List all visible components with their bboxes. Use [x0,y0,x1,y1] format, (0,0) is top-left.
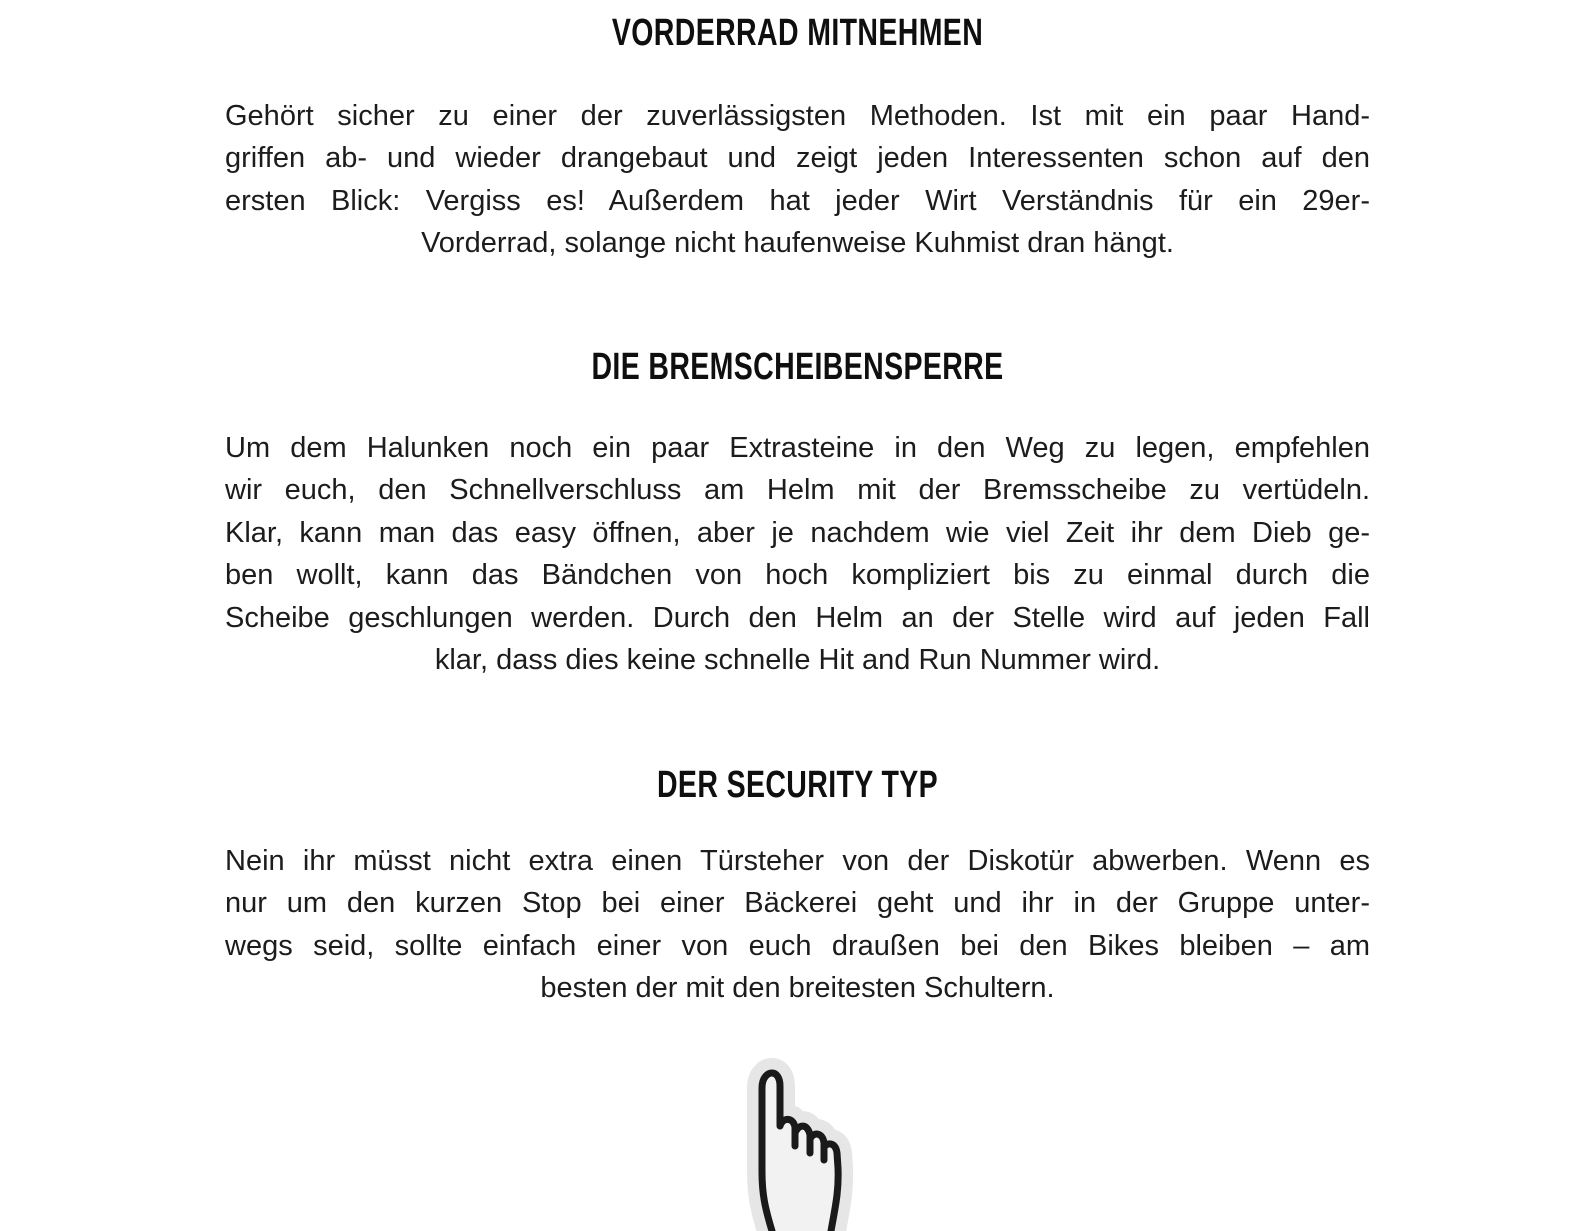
paragraph-line: Um dem Halunken noch ein paar Extrasteine in den Weg zu legen, empfehlen [225,432,1370,464]
paragraph-bremscheibensperre [225,427,1370,681]
paragraph-line: nur um den kurzen Stop bei einer Bäckerei geht und ihr in der Gruppe unter- [225,887,1370,920]
paragraph-line: ersten Blick: Vergiss es! Außerdem hat jeder Wirt Verständnis für ein 29er- [225,184,1370,217]
paragraph-line: Nein ihr müsst nicht extra einen Türsteher von der Diskotür abwerben. Wenn es [225,845,1370,877]
section-heading-bremscheibensperre: DIE BREMSCHEIBENSPERRE [591,346,1004,388]
pointing-hand-graphic [738,1056,888,1231]
paragraph-line: Klar, kann man das easy öffnen, aber je nachdem wie viel Zeit ihr dem Dieb ge- [225,516,1370,549]
paragraph-security-typ [225,840,1370,1010]
paragraph-line: ben wollt, kann das Bändchen von hoch kompliziert bis zu einmal durch die [225,559,1370,592]
paragraph-line: wegs seid, sollte einfach einer von euch draußen bei den Bikes bleiben – am [225,929,1370,962]
paragraph-line: klar, dass dies keine schnelle Hit and Run Nummer wird. [434,644,1161,677]
paragraph-line: wir euch, den Schnellverschluss am Helm mit der Bremsscheibe zu vertüdeln. [225,474,1370,507]
paragraph-line: griffen ab- und wieder drangebaut und zeigt jeden Interessenten schon auf den [225,142,1370,175]
section-heading-vorderrad-mitnehmen: VORDERRAD MITNEHMEN [611,12,984,54]
paragraph-line: Scheibe geschlungen werden. Durch den Helm an der Stelle wird auf jeden Fall [225,601,1370,634]
paragraph-line: Gehört sicher zu einer der zuverlässigsten Methoden. Ist mit ein paar Hand- [225,100,1370,132]
paragraph-vorderrad-mitnehmen [225,95,1370,265]
paragraph-line: besten der mit den breitesten Schultern. [540,972,1055,1005]
paragraph-line: Vorderrad, solange nicht haufenweise Kuhmist dran hängt. [421,227,1174,260]
pointing-hand-icon [738,1056,888,1231]
section-heading-security-typ: DER SECURITY TYP [656,764,939,806]
